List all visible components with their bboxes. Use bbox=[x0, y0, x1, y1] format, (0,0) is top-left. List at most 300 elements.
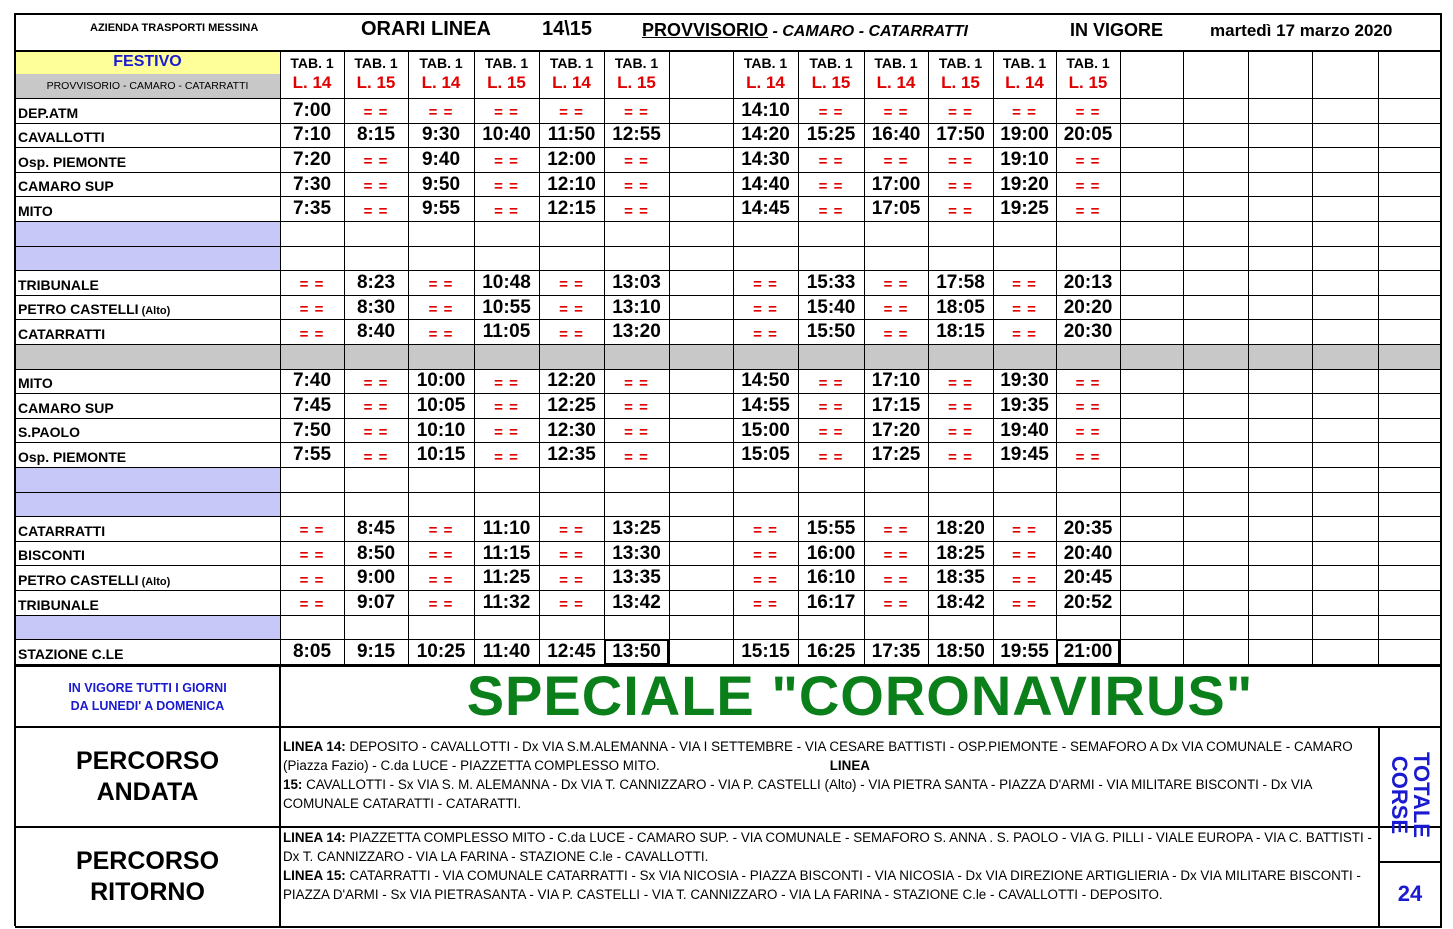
time-cell: = = bbox=[624, 448, 649, 466]
time-cell: 10:40 bbox=[482, 124, 531, 146]
ritorno-l15-label: LINEA 15: bbox=[283, 868, 346, 883]
column-header bbox=[798, 50, 864, 98]
time-cell: 20:35 bbox=[1063, 517, 1113, 539]
tab-label: TAB. 1 bbox=[419, 55, 463, 71]
time-cell: = = bbox=[883, 522, 909, 540]
time-cell: = = bbox=[299, 325, 325, 343]
time-cell: = = bbox=[624, 178, 649, 196]
time-cell: = = bbox=[559, 596, 584, 614]
time-cell: 12:20 bbox=[547, 370, 596, 392]
time-cell: = = bbox=[948, 374, 973, 392]
time-cell: 21:00 bbox=[1056, 639, 1120, 665]
time-cell: = = bbox=[753, 276, 778, 294]
totale-corse-label bbox=[1380, 728, 1440, 862]
grid-line bbox=[15, 492, 1440, 493]
in-vigore-label: IN VIGORE bbox=[1070, 20, 1164, 40]
time-cell: 14:55 bbox=[741, 394, 790, 416]
time-cell: 12:10 bbox=[547, 173, 596, 195]
time-cell: 9:15 bbox=[356, 640, 396, 662]
time-cell: = = bbox=[428, 301, 454, 319]
time-cell: 15:15 bbox=[741, 640, 790, 662]
time-cell: 8:30 bbox=[356, 296, 396, 318]
time-cell: = = bbox=[1075, 153, 1101, 171]
grid-line bbox=[15, 541, 1440, 542]
date-label: martedì 17 marzo 2020 bbox=[1210, 21, 1393, 40]
time-cell: 20:05 bbox=[1063, 124, 1113, 146]
ritorno-line-1: PERCORSO bbox=[75, 847, 220, 875]
grid-line bbox=[1312, 50, 1313, 664]
column-header bbox=[1056, 50, 1120, 98]
time-cell: = = bbox=[428, 104, 454, 122]
time-cell: 19:30 bbox=[1000, 370, 1049, 392]
line-label: L. 15 bbox=[941, 73, 980, 92]
grid-line bbox=[15, 147, 1440, 148]
time-cell: 15:33 bbox=[806, 271, 856, 293]
time-cell: 7:45 bbox=[292, 394, 332, 416]
andata-description bbox=[280, 728, 1378, 826]
time-cell: 20:30 bbox=[1063, 321, 1113, 343]
grid-line bbox=[15, 565, 1440, 566]
time-cell: = = bbox=[1012, 104, 1037, 122]
stop-name: Osp. PIEMONTE bbox=[18, 448, 127, 465]
stop-name: S.PAOLO bbox=[18, 424, 80, 441]
grid-line bbox=[15, 393, 1440, 394]
time-cell: = = bbox=[948, 399, 973, 417]
time-cell: = = bbox=[1012, 547, 1037, 565]
time-cell: = = bbox=[948, 424, 973, 442]
time-cell: = = bbox=[559, 301, 584, 319]
totale-line-1: TOTALE bbox=[1409, 752, 1434, 838]
time-cell: = = bbox=[1075, 202, 1101, 220]
tab-label: TAB. 1 bbox=[354, 55, 398, 71]
time-cell: 7:10 bbox=[292, 124, 332, 146]
tab-label: TAB. 1 bbox=[614, 55, 659, 71]
vigore-note bbox=[15, 668, 280, 726]
time-cell: 16:00 bbox=[806, 542, 856, 564]
grid-line bbox=[474, 50, 475, 664]
time-cell: 12:45 bbox=[547, 640, 596, 662]
time-cell: = = bbox=[883, 104, 909, 122]
time-cell: = = bbox=[494, 424, 519, 442]
time-cell: = = bbox=[363, 424, 389, 442]
time-cell: 10:48 bbox=[482, 271, 531, 293]
time-cell: = = bbox=[363, 374, 389, 392]
time-cell: 14:40 bbox=[741, 173, 790, 195]
time-cell: 12:35 bbox=[547, 444, 596, 466]
time-cell: 13:30 bbox=[612, 542, 661, 564]
grid-line bbox=[15, 295, 1440, 296]
stop-name: CAMARO SUP bbox=[18, 178, 114, 195]
time-cell: = = bbox=[1012, 522, 1037, 540]
outer-border bbox=[1440, 13, 1442, 926]
time-cell: 20:40 bbox=[1063, 542, 1113, 564]
title-route bbox=[642, 20, 968, 41]
grid-line bbox=[15, 319, 1440, 320]
time-cell: = = bbox=[428, 571, 454, 589]
time-cell: = = bbox=[494, 178, 519, 196]
outer-border bbox=[15, 50, 1440, 52]
vigore-line-1: IN VIGORE TUTTI I GIORNI bbox=[68, 681, 227, 695]
andata-heading bbox=[15, 728, 280, 826]
time-cell: 18:20 bbox=[936, 517, 985, 539]
stop-name bbox=[15, 493, 280, 517]
andata-linea-word: LINEA bbox=[829, 758, 870, 773]
time-cell: 15:00 bbox=[741, 419, 790, 441]
time-cell: 13:10 bbox=[612, 296, 661, 318]
time-cell: = = bbox=[1075, 178, 1101, 196]
time-cell: 20:52 bbox=[1063, 591, 1113, 613]
totale-corse-value: 24 bbox=[1397, 881, 1423, 906]
grid-line bbox=[15, 344, 1440, 345]
time-cell: 14:45 bbox=[741, 198, 790, 220]
grid-line bbox=[15, 270, 1440, 271]
tab-label: TAB. 1 bbox=[809, 55, 853, 71]
time-cell: 17:05 bbox=[871, 198, 921, 220]
time-cell: = = bbox=[624, 374, 649, 392]
time-cell: = = bbox=[559, 276, 584, 294]
line-label: L. 15 bbox=[811, 73, 851, 92]
time-cell: 13:35 bbox=[612, 567, 661, 589]
time-cell: = = bbox=[883, 153, 909, 171]
time-cell: = = bbox=[363, 104, 389, 122]
time-cell: 8:40 bbox=[356, 321, 396, 343]
time-cell: = = bbox=[818, 374, 844, 392]
grid-line bbox=[928, 50, 929, 664]
festivo-label: FESTIVO bbox=[15, 50, 280, 74]
tab-label: TAB. 1 bbox=[874, 55, 918, 71]
time-cell: = = bbox=[494, 202, 519, 220]
line-label: L. 14 bbox=[1005, 73, 1044, 92]
grid-line bbox=[280, 50, 281, 664]
stop-qualifier: (Alto) bbox=[141, 575, 171, 588]
time-cell: 11:50 bbox=[547, 124, 596, 146]
time-cell: 12:30 bbox=[547, 419, 596, 441]
ritorno-l14-text: PIAZZETTA COMPLESSO MITO - C.da LUCE - CAMARO SUP. - VIA COMUNALE - SEMAFORO S. ANNA . S. PAOLO - VIA G. PILLI - VIALE EUROPA - VIA C. BATTISTI - Dx T. CANNIZZARO - VIA LA FARINA - STAZIONE C.le - CAVALLOTTI. bbox=[283, 830, 1372, 864]
time-cell: = = bbox=[1012, 325, 1037, 343]
time-cell: 17:25 bbox=[871, 444, 921, 466]
time-cell: 12:15 bbox=[547, 198, 596, 220]
time-cell: 8:50 bbox=[356, 542, 396, 564]
grid-line bbox=[1056, 50, 1057, 664]
column-header bbox=[733, 50, 798, 98]
andata-l15-label: 15: bbox=[283, 777, 303, 792]
grid-line bbox=[408, 50, 409, 664]
grid-line bbox=[1183, 50, 1184, 664]
time-cell: 8:15 bbox=[356, 124, 396, 146]
column-header bbox=[474, 50, 539, 98]
time-cell: 7:35 bbox=[292, 198, 332, 220]
time-cell: 19:55 bbox=[1000, 640, 1049, 662]
time-cell: = = bbox=[494, 399, 519, 417]
time-cell: = = bbox=[299, 522, 325, 540]
time-cell: 9:50 bbox=[421, 173, 461, 195]
column-header bbox=[408, 50, 474, 98]
time-cell: 7:20 bbox=[292, 148, 332, 170]
line-label: L. 14 bbox=[292, 73, 332, 92]
time-cell: 10:25 bbox=[416, 640, 466, 662]
stop-name: MITO bbox=[18, 375, 53, 392]
time-cell: 18:25 bbox=[936, 542, 985, 564]
time-cell: = = bbox=[753, 522, 778, 540]
time-cell: = = bbox=[1012, 596, 1037, 614]
time-cell: 13:03 bbox=[612, 271, 661, 293]
time-cell: 14:30 bbox=[741, 148, 790, 170]
time-cell: = = bbox=[428, 325, 454, 343]
time-cell: = = bbox=[363, 153, 389, 171]
time-cell: 19:10 bbox=[1000, 148, 1049, 170]
tab-label: TAB. 1 bbox=[1066, 55, 1110, 71]
stop-name bbox=[15, 468, 280, 492]
time-cell: = = bbox=[818, 178, 844, 196]
time-cell: 10:10 bbox=[416, 419, 466, 441]
time-cell: 10:05 bbox=[416, 394, 466, 416]
time-cell: = = bbox=[883, 276, 909, 294]
line-label: L. 15 bbox=[487, 73, 526, 92]
column-header bbox=[864, 50, 928, 98]
time-cell: 7:00 bbox=[292, 99, 332, 121]
time-cell: = = bbox=[883, 325, 909, 343]
time-cell: 14:50 bbox=[741, 370, 790, 392]
time-cell: = = bbox=[818, 399, 844, 417]
time-cell: = = bbox=[559, 325, 584, 343]
time-cell: 10:55 bbox=[482, 296, 531, 318]
time-cell: 19:25 bbox=[1000, 198, 1049, 220]
time-cell: 11:25 bbox=[482, 567, 531, 589]
andata-l14-label: LINEA 14: bbox=[283, 739, 346, 754]
time-cell: 17:58 bbox=[936, 271, 985, 293]
line-label: L. 15 bbox=[1068, 73, 1108, 92]
time-cell: = = bbox=[624, 153, 649, 171]
stop-name bbox=[15, 222, 280, 246]
grid-line bbox=[15, 467, 1440, 468]
grid-line bbox=[15, 221, 1440, 222]
stop-name bbox=[15, 616, 280, 640]
stop-name: Osp. PIEMONTE bbox=[18, 153, 127, 170]
time-cell: = = bbox=[299, 571, 325, 589]
tab-label: TAB. 1 bbox=[549, 55, 594, 71]
time-cell: = = bbox=[753, 571, 778, 589]
time-cell: = = bbox=[494, 448, 519, 466]
stop-name: STAZIONE C.LE bbox=[18, 645, 124, 662]
time-cell: 12:55 bbox=[612, 124, 661, 146]
time-cell: 15:40 bbox=[806, 296, 856, 318]
line-label: L. 15 bbox=[617, 73, 656, 92]
outer-border bbox=[15, 926, 1442, 928]
ritorno-line-2: RITORNO bbox=[90, 878, 205, 906]
time-cell: 10:15 bbox=[416, 444, 466, 466]
grid-line bbox=[344, 50, 345, 664]
stop-name: CATARRATTI bbox=[18, 522, 106, 539]
time-cell: 11:05 bbox=[482, 321, 531, 343]
time-cell: = = bbox=[624, 104, 649, 122]
line-label: L. 14 bbox=[876, 73, 916, 92]
time-cell: = = bbox=[299, 276, 325, 294]
line-label: L. 14 bbox=[421, 73, 461, 92]
grid-line bbox=[15, 98, 1440, 99]
time-cell: = = bbox=[1012, 571, 1037, 589]
time-cell: 14:10 bbox=[741, 99, 790, 121]
time-cell: 20:13 bbox=[1063, 271, 1113, 293]
time-cell: 11:40 bbox=[482, 640, 531, 662]
totale-line-2: CORSE bbox=[1387, 755, 1412, 835]
time-cell: = = bbox=[1075, 448, 1101, 466]
grid-line bbox=[15, 369, 1440, 370]
time-cell: = = bbox=[948, 178, 973, 196]
grid-line bbox=[15, 123, 1440, 124]
column-header bbox=[280, 50, 344, 98]
time-cell: 17:15 bbox=[871, 394, 921, 416]
time-cell: 9:55 bbox=[421, 198, 461, 220]
time-cell: = = bbox=[559, 522, 584, 540]
time-cell: 12:25 bbox=[547, 394, 596, 416]
stop-name: MITO bbox=[18, 202, 53, 219]
time-cell: 13:50 bbox=[604, 639, 669, 665]
time-cell: = = bbox=[428, 596, 454, 614]
time-cell: = = bbox=[559, 547, 584, 565]
time-cell: 13:25 bbox=[612, 517, 661, 539]
time-cell: = = bbox=[428, 547, 454, 565]
grid-line bbox=[15, 418, 1440, 419]
provvisorio-label: PROVVISORIO bbox=[642, 20, 769, 40]
andata-line-2: ANDATA bbox=[96, 778, 199, 806]
line-label: L. 14 bbox=[746, 73, 785, 92]
time-cell: = = bbox=[818, 104, 844, 122]
time-cell: 19:20 bbox=[1000, 173, 1049, 195]
tab-label: TAB. 1 bbox=[938, 55, 983, 71]
time-cell: = = bbox=[818, 448, 844, 466]
stop-name bbox=[15, 247, 280, 271]
ritorno-description bbox=[280, 828, 1378, 926]
column-header bbox=[604, 50, 669, 98]
time-cell: = = bbox=[948, 104, 973, 122]
column-header bbox=[539, 50, 604, 98]
time-cell: 15:50 bbox=[806, 321, 856, 343]
time-cell: = = bbox=[299, 547, 325, 565]
grid-line bbox=[15, 196, 1440, 197]
time-cell: = = bbox=[624, 424, 649, 442]
time-cell: 9:30 bbox=[421, 124, 461, 146]
time-cell: 16:10 bbox=[806, 567, 856, 589]
andata-l14-text: DEPOSITO - CAVALLOTTI - Dx VIA S.M.ALEMANNA - VIA I SETTEMBRE - VIA CESARE BATTISTI - OSP.PIEMONTE - SEMAFORO A Dx VIA COMUNALE - CAMARO (Piazza Fazio) - C.da LUCE - PIAZZETTA COMPLESSO MITO. bbox=[283, 739, 1353, 773]
title-main: ORARI LINEA bbox=[361, 18, 491, 40]
time-cell: 9:40 bbox=[421, 148, 461, 170]
time-cell: = = bbox=[1075, 424, 1101, 442]
stop-qualifier: (Alto) bbox=[141, 305, 171, 318]
grid-line bbox=[15, 639, 1440, 640]
line-label: L. 14 bbox=[552, 73, 591, 92]
time-cell: = = bbox=[1012, 276, 1037, 294]
time-cell: = = bbox=[363, 399, 389, 417]
stop-name: BISCONTI bbox=[18, 547, 85, 564]
tab-label: TAB. 1 bbox=[484, 55, 529, 71]
time-cell: 8:45 bbox=[356, 517, 396, 539]
time-cell: = = bbox=[818, 424, 844, 442]
time-cell: = = bbox=[753, 325, 778, 343]
time-cell: = = bbox=[753, 301, 778, 319]
time-cell: 11:10 bbox=[482, 517, 531, 539]
time-cell: = = bbox=[818, 202, 844, 220]
time-cell: = = bbox=[883, 301, 909, 319]
time-cell: 19:00 bbox=[1000, 124, 1049, 146]
column-header bbox=[928, 50, 993, 98]
time-cell: 18:15 bbox=[936, 321, 985, 343]
time-cell: 16:25 bbox=[806, 640, 856, 662]
grid-line bbox=[1378, 50, 1379, 664]
time-cell: 18:35 bbox=[936, 567, 985, 589]
stop-name: CAMARO SUP bbox=[18, 399, 114, 416]
time-cell: 8:23 bbox=[356, 271, 396, 293]
time-cell: 9:00 bbox=[356, 567, 396, 589]
time-cell: = = bbox=[299, 301, 325, 319]
time-cell: 18:50 bbox=[936, 640, 985, 662]
time-cell: = = bbox=[299, 596, 325, 614]
time-cell: 17:50 bbox=[936, 124, 985, 146]
time-cell: = = bbox=[883, 547, 909, 565]
grid-line bbox=[604, 50, 605, 664]
time-cell: = = bbox=[1012, 301, 1037, 319]
grid-line bbox=[15, 615, 1440, 616]
time-cell: 19:45 bbox=[1000, 444, 1049, 466]
time-cell: 17:10 bbox=[871, 370, 921, 392]
time-cell: = = bbox=[363, 178, 389, 196]
tab-label: TAB. 1 bbox=[290, 55, 334, 71]
time-cell: = = bbox=[1075, 374, 1101, 392]
time-cell: = = bbox=[494, 374, 519, 392]
andata-l15-text: CAVALLOTTI - Sx VIA S. M. ALEMANNA - Dx VIA T. CANNIZZARO - VIA P. CASTELLI (Alto) - VIA PIETRA SANTA - PIAZZA D'ARMI - VIA MILITARE BISCONTI - Dx VIA COMUNALE CATARATTI - CATARATTI. bbox=[283, 777, 1312, 811]
stop-name: PETRO CASTELLI (Alto) bbox=[18, 571, 171, 588]
grid-line bbox=[993, 50, 994, 664]
time-cell: = = bbox=[624, 399, 649, 417]
time-cell: = = bbox=[363, 448, 389, 466]
time-cell: 8:05 bbox=[292, 640, 332, 662]
speciale-banner: SPECIALE "CORONAVIRUS" bbox=[466, 663, 1254, 727]
time-cell: = = bbox=[559, 571, 584, 589]
stop-name: CATARRATTI bbox=[18, 325, 106, 342]
route-label: - CAMARO - CATARRATTI bbox=[768, 23, 968, 40]
time-cell: = = bbox=[559, 104, 584, 122]
time-cell: 17:35 bbox=[871, 640, 921, 662]
tab-label: TAB. 1 bbox=[1002, 55, 1047, 71]
time-cell: 20:45 bbox=[1063, 567, 1113, 589]
grid-line bbox=[733, 50, 734, 664]
stop-name: DEP.ATM bbox=[18, 104, 79, 121]
time-cell: 16:17 bbox=[806, 591, 856, 613]
time-cell: 11:32 bbox=[482, 591, 531, 613]
time-cell: 7:55 bbox=[292, 444, 332, 466]
grid-line bbox=[539, 50, 540, 664]
time-cell: 15:55 bbox=[806, 517, 856, 539]
time-cell: = = bbox=[948, 202, 973, 220]
ritorno-l14-label: LINEA 14: bbox=[283, 830, 346, 845]
time-cell: 18:05 bbox=[936, 296, 985, 318]
time-cell: 17:20 bbox=[871, 419, 921, 441]
time-cell: = = bbox=[624, 202, 649, 220]
grid-line bbox=[15, 590, 1440, 591]
time-cell: 14:20 bbox=[741, 124, 790, 146]
time-cell: 13:20 bbox=[612, 321, 661, 343]
time-cell: = = bbox=[494, 153, 519, 171]
time-cell: 7:50 bbox=[292, 419, 332, 441]
section-separator bbox=[15, 345, 1440, 369]
time-cell: 7:30 bbox=[292, 173, 332, 195]
line-label: L. 15 bbox=[356, 73, 396, 92]
time-cell: 12:00 bbox=[547, 148, 596, 170]
vigore-line-2: DA LUNEDI' A DOMENICA bbox=[70, 699, 225, 713]
time-cell: 15:05 bbox=[741, 444, 790, 466]
grid-line bbox=[864, 50, 865, 664]
time-cell: = = bbox=[1075, 104, 1101, 122]
time-cell: 19:35 bbox=[1000, 394, 1049, 416]
